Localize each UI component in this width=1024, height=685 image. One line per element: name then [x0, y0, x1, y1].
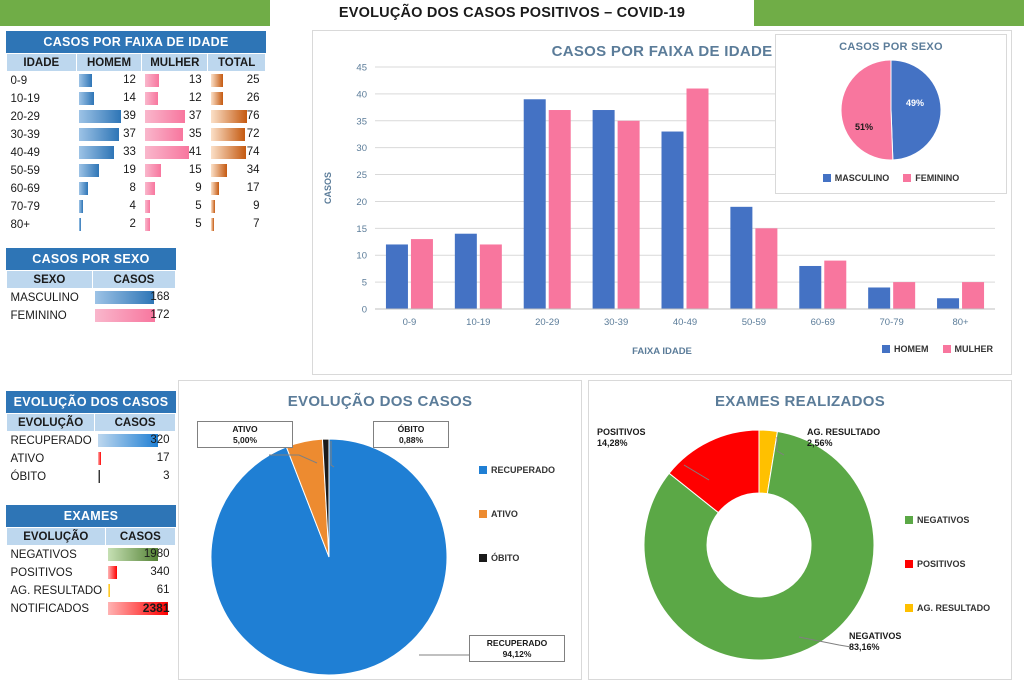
svg-text:20: 20 — [356, 196, 367, 208]
svg-text:20-29: 20-29 — [535, 317, 560, 328]
table-cell-value: 61 — [105, 582, 175, 600]
idade-table — [6, 53, 266, 234]
sexo-table-body — [7, 289, 176, 325]
table-cell-value: 17 — [208, 180, 266, 198]
table-cell-label: 80+ — [10, 218, 31, 231]
exames-chart-title: EXAMES REALIZADOS — [714, 393, 886, 410]
table-cell-label: FEMININO — [10, 309, 67, 322]
legend-swatch — [903, 174, 911, 182]
table-row — [7, 450, 176, 468]
table-cell-value: 14 — [76, 90, 142, 108]
table-row — [7, 90, 266, 108]
table-cell-label: RECUPERADO — [10, 434, 92, 447]
legend-swatch — [905, 560, 913, 568]
table-row — [7, 468, 176, 486]
table-cell-label: ÓBITO — [10, 470, 47, 483]
svg-text:60-69: 60-69 — [810, 317, 835, 328]
table-cell-value: 320 — [95, 432, 176, 450]
table-cell-value: 5 — [142, 198, 208, 216]
table-row — [7, 432, 176, 450]
donut-callout: NEGATIVOS 83,16% — [849, 631, 902, 652]
table-header-row — [7, 54, 266, 72]
idade-chart-title: CASOS POR FAIXA DE IDADE — [551, 43, 773, 60]
table-cell-value: 1980 — [105, 546, 175, 564]
table-cell-value: 13 — [142, 72, 208, 90]
table-cell-value: 25 — [208, 72, 266, 90]
table-cell-value: 2 — [76, 216, 142, 234]
table-cell-value: 2381 — [105, 600, 175, 618]
exames-donut-area — [589, 405, 1011, 679]
sexo-table — [6, 270, 176, 325]
legend-item — [823, 173, 890, 183]
svg-text:49%: 49% — [905, 98, 925, 108]
legend-swatch — [943, 345, 951, 353]
svg-text:10-19: 10-19 — [466, 317, 491, 328]
legend-swatch — [479, 554, 487, 562]
legend-swatch — [823, 174, 831, 182]
table-row — [7, 162, 266, 180]
table-cell-label: MASCULINO — [10, 291, 79, 304]
sexo-chart-title: CASOS POR SEXO — [839, 41, 943, 53]
col-sexo: SEXO — [7, 271, 93, 289]
svg-text:0: 0 — [361, 304, 367, 316]
svg-text:CASOS: CASOS — [323, 171, 333, 205]
table-cell-value: 12 — [76, 72, 142, 90]
idade-table-title: CASOS POR FAIXA DE IDADE — [6, 31, 266, 53]
table-row — [7, 198, 266, 216]
table-row — [7, 216, 266, 234]
sexo-table-title: CASOS POR SEXO — [6, 248, 176, 270]
table-cell-value: 33 — [76, 144, 142, 162]
table-cell-value: 41 — [142, 144, 208, 162]
evolucao-pie-chart-panel — [178, 380, 582, 680]
table-cell-value: 74 — [208, 144, 266, 162]
table-row — [7, 546, 176, 564]
svg-text:30-39: 30-39 — [603, 317, 629, 328]
table-cell-value: 26 — [208, 90, 266, 108]
evolucao-legend — [479, 465, 555, 563]
legend-swatch — [479, 466, 487, 474]
table-cell-label: 10-19 — [10, 92, 40, 105]
table-row — [7, 72, 266, 90]
exames-donut-chart-panel — [588, 380, 1012, 680]
col-evolucao: EVOLUÇÃO — [7, 414, 95, 432]
donut-callout: AG. RESULTADO 2,56% — [807, 427, 881, 448]
table-row — [7, 600, 176, 618]
table-cell-value: 19 — [76, 162, 142, 180]
table-cell-label: POSITIVOS — [10, 566, 73, 579]
idade-table-body — [7, 72, 266, 234]
legend-item — [903, 173, 959, 183]
legend-item — [905, 559, 990, 569]
legend-item — [479, 509, 555, 519]
svg-text:35: 35 — [356, 116, 367, 128]
legend-label: HOMEM — [894, 344, 929, 354]
legend-swatch — [905, 604, 913, 612]
table-cell-value: 5 — [142, 216, 208, 234]
svg-text:30: 30 — [356, 143, 367, 155]
pie-callout: ÓBITO 0,88% — [373, 421, 449, 448]
evolucao-pie-area — [179, 405, 581, 679]
legend-label: POSITIVOS — [917, 559, 966, 569]
table-row — [7, 180, 266, 198]
svg-text:15: 15 — [356, 223, 367, 235]
table-cell-value: 37 — [76, 126, 142, 144]
pie-callout: ATIVO 5,00% — [197, 421, 293, 448]
col-homem: HOMEM — [76, 54, 142, 72]
col-total: TOTAL — [208, 54, 266, 72]
table-cell-value: 168 — [92, 289, 175, 307]
bar-x-axis-title: FAIXA IDADE — [632, 346, 692, 357]
legend-label: RECUPERADO — [491, 465, 556, 475]
table-cell-value: 72 — [208, 126, 266, 144]
table-header-row — [7, 271, 176, 289]
evolucao-table — [6, 413, 176, 486]
table-row — [7, 582, 176, 600]
table-header-row — [7, 414, 176, 432]
legend-label: FEMININO — [915, 173, 960, 183]
legend-item — [943, 344, 994, 354]
exames-table-title: EXAMES — [6, 505, 176, 527]
legend-item — [905, 603, 990, 613]
table-cell-label: 20-29 — [10, 110, 40, 123]
table-cell-value: 9 — [142, 180, 208, 198]
legend-label: MULHER — [954, 344, 993, 354]
col-casos: CASOS — [105, 528, 175, 546]
table-cell-label: AG. RESULTADO — [10, 584, 103, 597]
table-cell-value: 15 — [142, 162, 208, 180]
legend-label: AG. RESULTADO — [917, 603, 991, 613]
table-cell-value: 340 — [105, 564, 175, 582]
table-header-row — [7, 528, 176, 546]
col-casos: CASOS — [92, 271, 175, 289]
bar-legend — [882, 344, 993, 354]
legend-item — [479, 465, 555, 475]
svg-text:45: 45 — [356, 62, 367, 74]
svg-text:40: 40 — [356, 89, 367, 101]
table-row — [7, 126, 266, 144]
donut-callout: POSITIVOS 14,28% — [597, 427, 646, 448]
table-cell-value: 76 — [208, 108, 266, 126]
table-cell-value: 4 — [76, 198, 142, 216]
svg-text:50-59: 50-59 — [741, 317, 767, 328]
table-row — [7, 108, 266, 126]
legend-label: ATIVO — [491, 509, 518, 519]
sexo-pie-chart-panel — [775, 34, 1007, 194]
table-cell-value: 35 — [142, 126, 208, 144]
table-cell-value: 172 — [92, 307, 175, 325]
table-cell-label: ATIVO — [10, 452, 45, 465]
evolucao-table-body — [7, 432, 176, 486]
legend-swatch — [479, 510, 487, 518]
pie-callout: RECUPERADO 94,12% — [469, 635, 565, 662]
sexo-legend — [776, 173, 1006, 183]
exames-table-body — [7, 546, 176, 618]
evolucao-table-title: EVOLUÇÃO DOS CASOS — [6, 391, 176, 413]
col-evolucao: EVOLUÇÃO — [7, 528, 106, 546]
legend-label: NEGATIVOS — [917, 515, 970, 525]
table-cell-label: 30-39 — [10, 128, 40, 141]
legend-item — [882, 344, 929, 354]
table-cell-value: 34 — [208, 162, 266, 180]
exames-legend — [905, 515, 990, 613]
svg-text:80+: 80+ — [952, 317, 969, 328]
svg-text:5: 5 — [361, 277, 367, 289]
svg-text:0-9: 0-9 — [402, 317, 417, 328]
table-row — [7, 307, 176, 325]
legend-swatch — [882, 345, 890, 353]
col-mulher: MULHER — [142, 54, 208, 72]
table-cell-value: 7 — [208, 216, 266, 234]
sexo-pie-area — [776, 57, 1006, 163]
svg-text:25: 25 — [356, 170, 367, 182]
legend-item — [905, 515, 990, 525]
table-cell-label: NEGATIVOS — [10, 548, 77, 561]
legend-swatch — [905, 516, 913, 524]
table-cell-value: 37 — [142, 108, 208, 126]
table-cell-value: 12 — [142, 90, 208, 108]
legend-label: MASCULINO — [834, 173, 890, 183]
table-cell-label: 70-79 — [10, 200, 40, 213]
svg-text:70-79: 70-79 — [879, 317, 904, 328]
legend-label: ÓBITO — [491, 553, 520, 563]
table-cell-value: 8 — [76, 180, 142, 198]
col-idade: IDADE — [7, 54, 77, 72]
page-header — [0, 0, 1024, 26]
svg-text:10: 10 — [356, 250, 367, 262]
svg-text:51%: 51% — [854, 122, 874, 132]
table-cell-label: 40-49 — [10, 146, 40, 159]
table-cell-value: 17 — [95, 450, 176, 468]
svg-text:40-49: 40-49 — [672, 317, 698, 328]
table-cell-value: 39 — [76, 108, 142, 126]
table-cell-label: 0-9 — [10, 74, 28, 87]
table-cell-label: NOTIFICADOS — [10, 602, 90, 615]
evolucao-chart-title: EVOLUÇÃO DOS CASOS — [287, 393, 473, 410]
table-cell-value: 9 — [208, 198, 266, 216]
table-row — [7, 289, 176, 307]
page-title: EVOLUÇÃO DOS CASOS POSITIVOS – COVID-19 — [338, 5, 686, 21]
table-cell-label: 60-69 — [10, 182, 40, 195]
exames-table — [6, 527, 176, 618]
col-casos: CASOS — [95, 414, 176, 432]
legend-item — [479, 553, 555, 563]
table-row — [7, 144, 266, 162]
table-cell-value: 3 — [95, 468, 176, 486]
table-cell-label: 50-59 — [10, 164, 40, 177]
table-row — [7, 564, 176, 582]
